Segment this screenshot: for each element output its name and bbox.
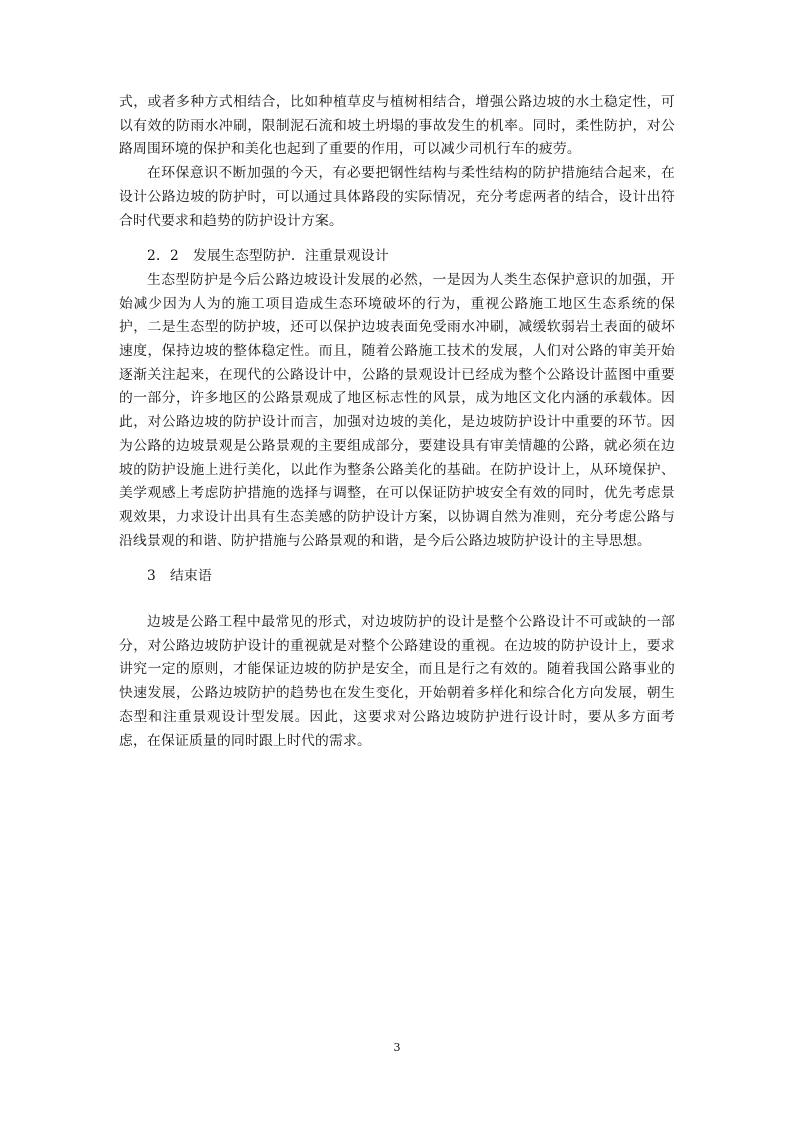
spacer [119, 589, 675, 611]
spacer [119, 553, 675, 565]
section-heading-3: 3 结束语 [147, 568, 212, 585]
paragraph-environmental-awareness: 在环保意识不断加强的今天，有必要把钢性结构与柔性结构的防护措施结合起来，在设计公路边坡的防护时，可以通过具体路段的实际情况，充分考虑两者的结合，设计出符合时代要求和趋势的防护设计方案。 [119, 165, 675, 229]
paragraph-continued: 式，或者多种方式相结合，比如种植草皮与植树相结合，增强公路边坡的水土稳定性，可以有效的防雨水冲刷，限制泥石流和坡土坍塌的事故发生的机率。同时，柔性防护，对公路周围环境的保护和美化也起到了重要的作用，可以减少司机行车的疲劳。 [119, 94, 675, 158]
page-number: 3 [393, 1041, 401, 1054]
section-heading-2-2: 2．2 发展生态型防护．注重景观设计 [147, 248, 389, 265]
paragraph-ecological-protection: 生态型防护是今后公路边坡设计发展的必然，一是因为人类生态保护意识的加强，开始减少因为人为的施工项目造成生态环境破坏的行为，重视公路施工地区生态系统的保护，二是生态型的防护坡，还可以保护边坡表面免受雨水冲刷，减缓软弱岩土表面的破坏速度，保持边坡的整体稳定性。而且，随着公路施工技术的发展，人们对公路的审美开始逐渐关注起来，在现代的公路设计中，公路的景观设计已经成为整个公路设计蓝图中重要的一部分，许多地区的公路景观成了地区标志性的风景，成为地区文化内涵的承载体。因此，对公路边坡的防护设计而言，加强对边坡的美化，是边坡防护设计中重要的环节。因为公路的边坡景观是公路景观的主要组成部分，要建设具有审美情趣的公路，就必须在边坡的防护设施上进行美化，以此作为整条公路美化的基础。在防护设计上，从环境保护、美学观感上考虑防护措施的选择与调整，在可以保证防护坡安全有效的同时，优先考虑景观效果，力求设计出具有生态美感的防护设计方案，以协调自然为准则，充分考虑公路与沿线景观的和谐、防护措施与公路景观的和谐，是今后公路边坡防护设计的主导思想。 [119, 271, 675, 549]
page-body [119, 91, 675, 753]
paragraph-conclusion: 边坡是公路工程中最常见的形式，对边坡防护的设计是整个公路设计不可或缺的一部分，对公路边坡防护设计的重视就是对整个公路建设的重视。在边坡的防护设计上，要求讲究一定的原则，才能保证边坡的防护是安全，而且是行之有效的。随着我国公路事业的快速发展，公路边坡防护的趋势也在发生变化，开始朝着多样化和综合化方向发展，朝生态型和注重景观设计型发展。因此，这要求对公路边坡防护进行设计时，要从多方面考虑，在保证质量的同时跟上时代的需求。 [119, 614, 675, 749]
spacer [119, 233, 675, 245]
